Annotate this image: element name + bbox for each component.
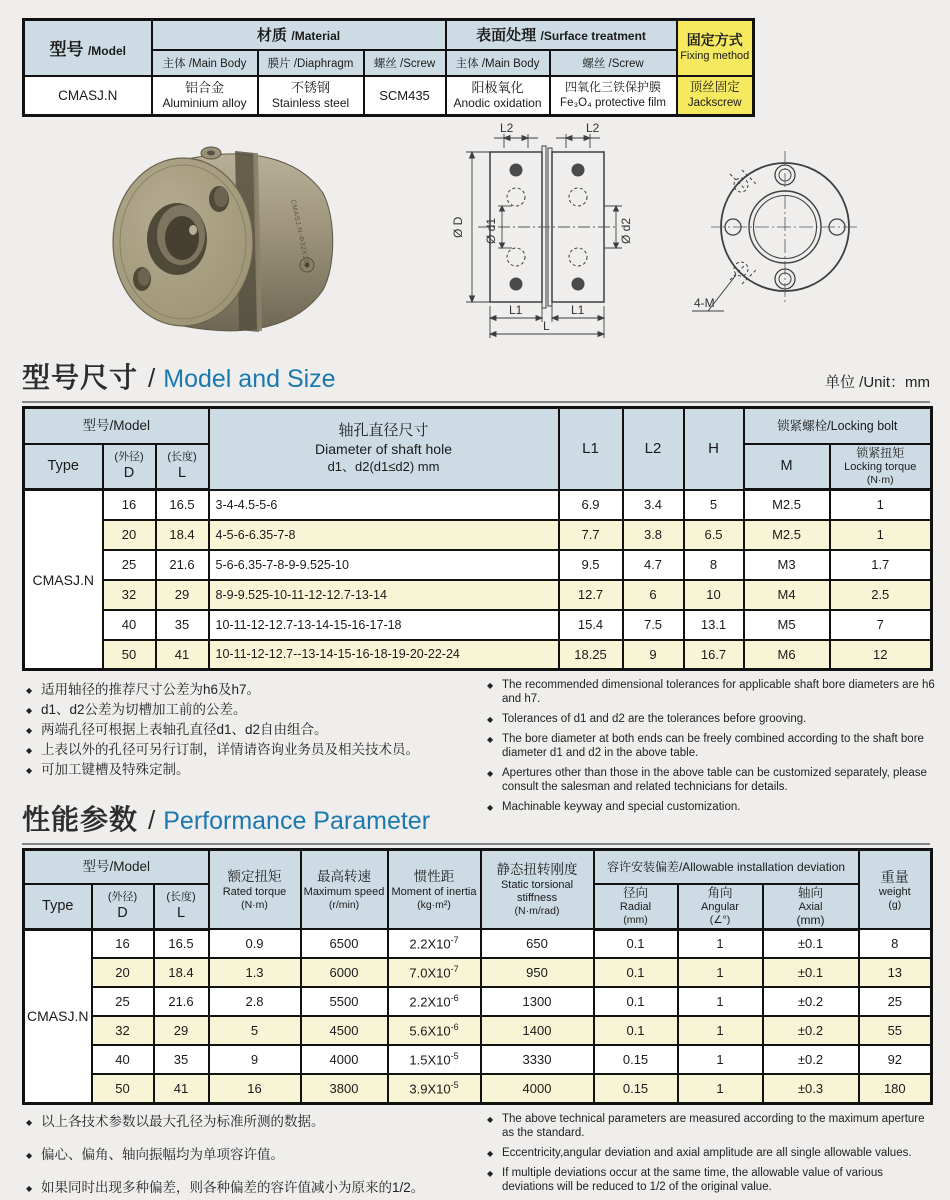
size-cell-torque: 1 [830, 520, 932, 550]
size-cell-d: 50 [103, 640, 156, 670]
perf-cell-radial: 0.1 [594, 1016, 678, 1045]
spec-header-model: 型号 /Model [24, 20, 152, 76]
size-notes-zh [26, 680, 481, 780]
perf-header-max-speed: 最高转速 Maximum speed (r/min) [301, 850, 388, 930]
perf-cell-inertia: $3.9X10^{-5}$ [388, 1074, 481, 1103]
size-header-model-group: 型号/Model [24, 408, 209, 444]
size-header-h: H [684, 408, 744, 490]
size-cell-l1: 9.5 [559, 550, 623, 580]
perf-notes-zh [26, 1112, 466, 1200]
size-unit-label: 单位 /Unit：mm [824, 374, 930, 391]
size-cell-torque: 12 [830, 640, 932, 670]
perf-section-title [22, 798, 930, 845]
size-cell-h: 5 [684, 490, 744, 520]
perf-cell-axial: ±0.2 [763, 1045, 859, 1074]
side-view-drawing [450, 122, 700, 347]
perf-table-row [24, 929, 932, 958]
note-item: ◆ The recommended dimensional tolerances for applicable shaft bore diameters are h6 and h7. [487, 678, 937, 706]
size-cell-d: 20 [103, 520, 156, 550]
perf-header-l: (长度) L [154, 884, 209, 930]
size-cell-l2: 4.7 [623, 550, 684, 580]
perf-cell-stiffness: 4000 [481, 1074, 594, 1103]
perf-header-d: (外径) D [92, 884, 154, 930]
note-item: ◆ d1、d2公差为切槽加工前的公差。 [26, 700, 481, 720]
perf-header-rated-torque: 额定扭矩 Rated torque (N·m) [209, 850, 301, 930]
perf-cell-speed: 6000 [301, 958, 388, 987]
note-item: ◆ 如果同时出现多种偏差，则各种偏差的容许值减小为原来的1/2。 [26, 1178, 466, 1198]
size-cell-holes: 10-11-12-12.7-13-14-15-16-17-18 [209, 610, 559, 640]
perf-cell-d: 16 [92, 929, 154, 958]
note-item: ◆ 上表以外的孔径可另行订制，详情请咨询业务员及相关技术员。 [26, 740, 481, 760]
note-item: ◆ 适用轴径的推荐尺寸公差为h6及h7。 [26, 680, 481, 700]
size-cell-d: 40 [103, 610, 156, 640]
size-cell-l2: 7.5 [623, 610, 684, 640]
size-header-l: (长度) L [156, 444, 209, 490]
perf-cell-l: 35 [154, 1045, 209, 1074]
perf-cell-axial: ±0.2 [763, 987, 859, 1016]
size-header-l2: L2 [623, 408, 684, 490]
spec-header-material: 材质 /Material [152, 20, 446, 50]
dim-label-l1-left: L1 [509, 303, 523, 317]
perf-cell-d: 50 [92, 1074, 154, 1103]
size-cell-holes: 5-6-6.35-7-8-9-9.525-10 [209, 550, 559, 580]
perf-cell-d: 40 [92, 1045, 154, 1074]
size-cell-m: M3 [744, 550, 830, 580]
note-item: ◆ Eccentricity,angular deviation and axial amplitude are all single allowable values. [487, 1146, 937, 1160]
perf-cell-radial: 0.1 [594, 987, 678, 1016]
size-type-cell: CMASJ.N [24, 490, 103, 670]
size-title-separator: / [148, 363, 156, 393]
perf-title-separator: / [148, 805, 156, 835]
perf-cell-weight: 25 [859, 987, 932, 1016]
size-header-l1: L1 [559, 408, 623, 490]
perf-cell-stiffness: 650 [481, 929, 594, 958]
perf-cell-angular: 1 [678, 987, 763, 1016]
size-cell-l2: 3.8 [623, 520, 684, 550]
size-table-row [24, 610, 932, 640]
perf-cell-torque: 9 [209, 1045, 301, 1074]
size-cell-h: 10 [684, 580, 744, 610]
perf-header-angular: 角向 Angular (∠°) [678, 884, 763, 930]
spec-subheader-surface-main-body: 主体 /Main Body [446, 50, 550, 76]
perf-cell-weight: 8 [859, 929, 932, 958]
spec-surface-main-value: 阳极氧化 Anodic oxidation [446, 76, 550, 116]
perf-cell-radial: 0.1 [594, 929, 678, 958]
size-cell-d: 32 [103, 580, 156, 610]
perf-cell-angular: 1 [678, 958, 763, 987]
perf-cell-l: 29 [154, 1016, 209, 1045]
spec-subheader-diaphragm: 膜片 /Diaphragm [258, 50, 364, 76]
perf-cell-inertia: $5.6X10^{-6}$ [388, 1016, 481, 1045]
size-cell-torque: 1 [830, 490, 932, 520]
size-table-row [24, 490, 932, 520]
size-cell-torque: 2.5 [830, 580, 932, 610]
size-section-title [22, 356, 930, 403]
size-cell-d: 16 [103, 490, 156, 520]
perf-cell-torque: 1.3 [209, 958, 301, 987]
size-header-type: Type [24, 444, 103, 490]
dim-label-l1-right: L1 [571, 303, 585, 317]
size-cell-holes: 3-4-4.5-5-6 [209, 490, 559, 520]
size-header-shaft-hole: 轴孔直径尺寸 Diameter of shaft hole d1、d2(d1≤d2) mm [209, 408, 559, 490]
size-cell-m: M4 [744, 580, 830, 610]
size-cell-m: M2.5 [744, 490, 830, 520]
size-title-zh: 型号尺寸 [22, 362, 139, 393]
size-table-row [24, 640, 932, 670]
perf-header-weight: 重量 weight (g) [859, 850, 932, 930]
perf-header-stiffness: 静态扭转刚度 Static torsional stiffness (N·m/rad) [481, 850, 594, 930]
size-cell-m: M2.5 [744, 520, 830, 550]
perf-cell-weight: 92 [859, 1045, 932, 1074]
perf-table-row [24, 1016, 932, 1045]
dim-label-l: L [543, 319, 550, 333]
size-cell-l1: 12.7 [559, 580, 623, 610]
perf-cell-l: 21.6 [154, 987, 209, 1016]
perf-type-cell: CMASJ.N [24, 929, 92, 1103]
size-cell-h: 16.7 [684, 640, 744, 670]
size-cell-torque: 1.7 [830, 550, 932, 580]
size-cell-m: M5 [744, 610, 830, 640]
perf-table-row [24, 958, 932, 987]
perf-cell-d: 20 [92, 958, 154, 987]
perf-header-inertia: 惯性距 Moment of inertia (kg·m²) [388, 850, 481, 930]
size-cell-h: 8 [684, 550, 744, 580]
perf-cell-weight: 13 [859, 958, 932, 987]
perf-title-en: Performance Parameter [163, 807, 431, 835]
perf-cell-speed: 4500 [301, 1016, 388, 1045]
perf-cell-axial: ±0.3 [763, 1074, 859, 1103]
perf-cell-stiffness: 3330 [481, 1045, 594, 1074]
perf-table [22, 848, 933, 1105]
note-item: ◆ 两端孔径可根据上表轴孔直径d1、d2自由组合。 [26, 720, 481, 740]
note-item: ◆ The bore diameter at both ends can be freely combined according to the shaft bore diameter d1 and d2 in the above table. [487, 732, 937, 760]
perf-header-axial: 轴向 Axial (mm) [763, 884, 859, 930]
dim-label-l2-right: L2 [586, 122, 600, 135]
perf-title-zh: 性能参数 [22, 804, 139, 835]
note-item: ◆ 可加工键槽及特殊定制。 [26, 760, 481, 780]
spec-screw-value: SCM435 [364, 76, 446, 116]
perf-cell-l: 18.4 [154, 958, 209, 987]
perf-table-row [24, 1074, 932, 1103]
perf-cell-radial: 0.15 [594, 1074, 678, 1103]
note-item: ◆ Tolerances of d1 and d2 are the tolerances before grooving. [487, 712, 937, 726]
spec-header-surface: 表面处理 /Surface treatment [446, 20, 677, 50]
perf-cell-inertia: $1.5X10^{-5}$ [388, 1045, 481, 1074]
dim-label-l2-left: L2 [500, 122, 514, 135]
perf-cell-torque: 0.9 [209, 929, 301, 958]
dim-label-4m: 4-M [694, 296, 715, 310]
dim-label-d2: Ø d2 [619, 217, 633, 244]
size-cell-l2: 6 [623, 580, 684, 610]
size-cell-holes: 8-9-9.525-10-11-12-12.7-13-14 [209, 580, 559, 610]
size-title-en: Model and Size [163, 365, 336, 393]
perf-cell-l: 16.5 [154, 929, 209, 958]
spec-diaphragm-value: 不锈钢 Stainless steel [258, 76, 364, 116]
spec-table [22, 18, 755, 117]
spec-subheader-main-body: 主体 /Main Body [152, 50, 258, 76]
dim-label-d1: Ø d1 [484, 217, 498, 244]
size-table [22, 406, 933, 671]
size-cell-d: 25 [103, 550, 156, 580]
perf-cell-weight: 55 [859, 1016, 932, 1045]
perf-table-row [24, 1045, 932, 1074]
perf-cell-speed: 3800 [301, 1074, 388, 1103]
size-cell-l1: 15.4 [559, 610, 623, 640]
perf-cell-stiffness: 950 [481, 958, 594, 987]
size-cell-l: 41 [156, 640, 209, 670]
note-item: ◆ Apertures other than those in the above table can be customized separately, please consult the salesman and related technicians for details. [487, 766, 937, 794]
size-table-row [24, 580, 932, 610]
size-table-row [24, 550, 932, 580]
perf-cell-axial: ±0.2 [763, 1016, 859, 1045]
size-table-row [24, 520, 932, 550]
perf-cell-angular: 1 [678, 1045, 763, 1074]
size-cell-l1: 7.7 [559, 520, 623, 550]
size-cell-holes: 10-11-12-12.7--13-14-15-16-18-19-20-22-24 [209, 640, 559, 670]
size-cell-l1: 18.25 [559, 640, 623, 670]
perf-cell-torque: 5 [209, 1016, 301, 1045]
size-cell-l1: 6.9 [559, 490, 623, 520]
perf-cell-axial: ±0.1 [763, 929, 859, 958]
note-item: ◆ The above technical parameters are measured according to the maximum aperture as the standard. [487, 1112, 937, 1140]
perf-table-row [24, 987, 932, 1016]
size-cell-holes: 4-5-6-6.35-7-8 [209, 520, 559, 550]
spec-fixing-value: 顶丝固定 Jackscrew [677, 76, 754, 116]
size-header-locking-torque: 锁紧扭矩 Locking torque (N·m) [830, 444, 932, 490]
perf-cell-torque: 16 [209, 1074, 301, 1103]
perf-cell-inertia: $2.2X10^{-6}$ [388, 987, 481, 1016]
perf-notes-en [487, 1112, 937, 1200]
perf-cell-weight: 180 [859, 1074, 932, 1103]
size-cell-l: 35 [156, 610, 209, 640]
perf-cell-radial: 0.1 [594, 958, 678, 987]
perf-header-radial: 径向 Radial (mm) [594, 884, 678, 930]
perf-cell-inertia: $2.2X10^{-7}$ [388, 929, 481, 958]
perf-cell-l: 41 [154, 1074, 209, 1103]
perf-header-type: Type [24, 884, 92, 930]
size-header-m: M [744, 444, 830, 490]
size-cell-l2: 3.4 [623, 490, 684, 520]
size-cell-l2: 9 [623, 640, 684, 670]
spec-main-body-value: 铝合金 Aluminium alloy [152, 76, 258, 116]
product-marking: CMASJ.N-Φ32X29 [289, 198, 310, 265]
perf-cell-stiffness: 1300 [481, 987, 594, 1016]
size-cell-l: 18.4 [156, 520, 209, 550]
perf-header-deviation-group: 容许安装偏差/Allowable installation deviation [594, 850, 859, 884]
spec-header-fixing: 固定方式 Fixing method [677, 20, 754, 76]
size-cell-h: 6.5 [684, 520, 744, 550]
front-view-drawing [690, 135, 920, 335]
spec-subheader-screw: 螺丝 /Screw [364, 50, 446, 76]
spec-subheader-surface-screw: 螺丝 /Screw [550, 50, 677, 76]
note-item: ◆ 以上各技术参数以最大孔径为标准所测的数据。 [26, 1112, 466, 1132]
perf-cell-radial: 0.15 [594, 1045, 678, 1074]
product-photo [95, 138, 365, 348]
dim-label-d: Ø D [451, 216, 465, 238]
perf-cell-speed: 5500 [301, 987, 388, 1016]
note-item: ◆ 偏心、偏角、轴向振幅均为单项容许值。 [26, 1145, 466, 1165]
size-header-d: (外径) D [103, 444, 156, 490]
perf-cell-speed: 6500 [301, 929, 388, 958]
perf-cell-d: 25 [92, 987, 154, 1016]
perf-cell-torque: 2.8 [209, 987, 301, 1016]
size-cell-torque: 7 [830, 610, 932, 640]
spec-surface-screw-value: 四氧化三铁保护膜 Fe₃O₄ protective film [550, 76, 677, 116]
perf-header-model-group: 型号/Model [24, 850, 209, 884]
spec-model-value: CMASJ.N [24, 76, 152, 116]
size-header-locking-bolt-group: 锁紧螺栓/Locking bolt [744, 408, 932, 444]
size-cell-m: M6 [744, 640, 830, 670]
note-item: ◆ Machinable keyway and special customization. [487, 800, 937, 814]
size-cell-l: 16.5 [156, 490, 209, 520]
perf-cell-angular: 1 [678, 1074, 763, 1103]
perf-cell-d: 32 [92, 1016, 154, 1045]
perf-cell-inertia: $7.0X10^{-7}$ [388, 958, 481, 987]
note-item: ◆ If multiple deviations occur at the same time, the allowable value of various deviations will be reduced to 1/2 of the original value. [487, 1166, 937, 1194]
perf-cell-angular: 1 [678, 929, 763, 958]
perf-cell-angular: 1 [678, 1016, 763, 1045]
perf-cell-speed: 4000 [301, 1045, 388, 1074]
size-cell-l: 29 [156, 580, 209, 610]
size-cell-l: 21.6 [156, 550, 209, 580]
size-cell-h: 13.1 [684, 610, 744, 640]
perf-cell-axial: ±0.1 [763, 958, 859, 987]
perf-cell-stiffness: 1400 [481, 1016, 594, 1045]
